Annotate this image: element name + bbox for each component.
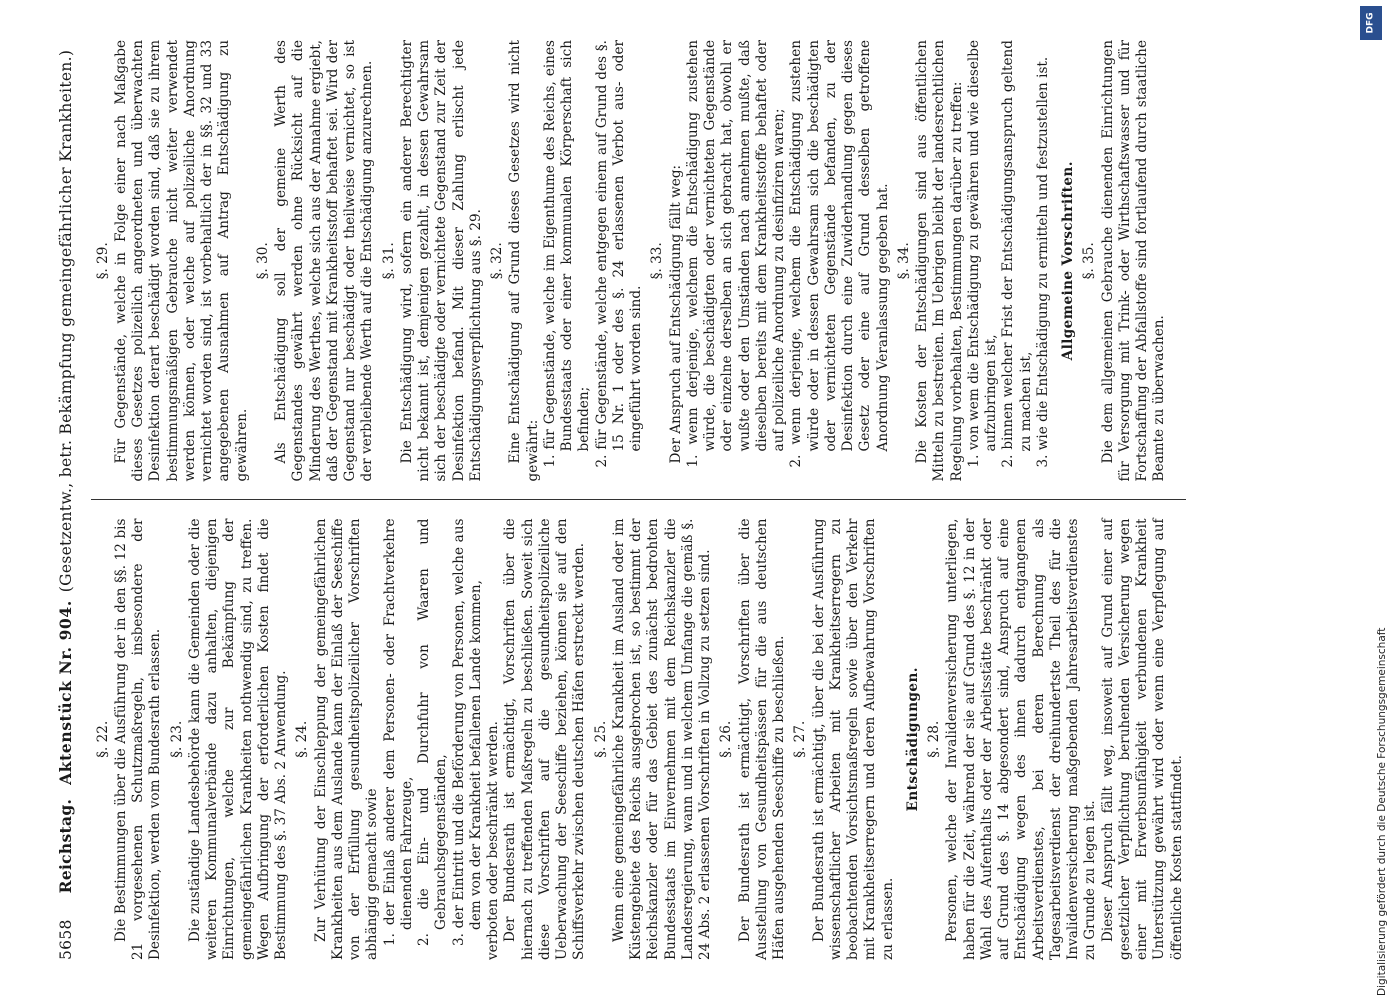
- body-paragraph: Der Bundesrath ist ermächtigt, Vorschriften über die Ausstellung von Gesundheitspässen für die aus deutschen Häfen ausgehenden Seeschiffe zu beschließen.: [736, 518, 788, 960]
- body-paragraph: Die dem allgemeinen Gebrauche dienenden Einrichtungen für Versorgung mit Trink- oder Wirthschaftswasser und für Fortschaffung der Abfallstoffe sind fortlaufend durch staatliche Beamte zu überwachen.: [1099, 40, 1168, 482]
- body-paragraph: verboten oder beschränkt werden.: [485, 721, 502, 960]
- paragraph-number: §. 27.: [792, 720, 809, 758]
- numbered-list: [542, 40, 646, 482]
- list-item: 1. wenn derjenige, welchem die Entschädigung zustehen würde, die beschädigten oder vernichteten Gegenstände oder einzelne derselben an sich gebracht hat, obwohl er wußte oder den Umständen nach annehmen mußte, daß dieselben bereits mit dem Krankheitsstoffe behaftet oder auf polizeiliche Anordnung zu desinfiziren waren;: [684, 40, 788, 468]
- numbered-list: [685, 40, 892, 482]
- body-paragraph: Der Bundesrath ist ermächtigt, Vorschriften über die hiernach zu treffenden Maßregeln zu beschließen. Soweit sich diese Vorschriften auf die gesundheitspolizeiliche Ueberwachung der Seeschiffe beziehen, können sie auf den Schiffsverkehr zwischen deutschen Häfen erstreckt werden.: [502, 518, 588, 960]
- numbered-list: [966, 40, 1052, 482]
- paragraph-number: §. 31.: [380, 242, 397, 280]
- body-paragraph: Personen, welche der Invalidenversicherung unterliegen, haben für die Zeit, während der sie auf Grund des §. 12 in der Wahl des Aufenthalts oder der Arbeitsstätte beschränkt oder auf Grund des §. 14 abgesondert sind, Anspruch auf eine Entschädigung wegen des ihnen dadurch entgangenen Arbeitsverdienstes, bei deren Berechnung als Tagesarbeitsverdienst der dreihundertste Theil des für die Invalidenversicherung maßgebenden Jahresarbeitsverdienstes zu Grunde zu legen ist.: [944, 518, 1099, 960]
- body-paragraph: Der Anspruch auf Entschädigung fällt weg:: [667, 164, 684, 464]
- list-item: 2. binnen welcher Frist der Entschädigungsanspruch geltend zu machen ist,: [1000, 40, 1034, 468]
- list-item: 2. die Ein- und Durchfuhr von Waaren und Gebrauchsgegenständen,: [416, 518, 450, 946]
- scanned-page: [48, 0, 1348, 1000]
- body-paragraph: Zur Verhütung der Einschleppung der gemeingefährlichen Krankheiten aus dem Auslande kann der Einlaß der Seeschiffe von der Erfüllung gesundheitspolizeilicher Vorschriften abhängig gemacht sowie: [312, 518, 381, 960]
- text-columns: [91, 40, 1186, 960]
- page-number: 5658: [57, 919, 75, 960]
- list-item: 1. von wem die Entschädigung zu gewähren und wie dieselbe aufzubringen ist,: [965, 40, 1000, 468]
- paragraph-number: §. 26.: [718, 720, 735, 758]
- paragraph-number: §. 24.: [294, 720, 311, 758]
- header-reichstag: Reichstag.: [56, 798, 75, 894]
- right-column: [91, 40, 1186, 501]
- left-column: [91, 501, 1186, 961]
- body-paragraph: Die Entschädigung wird, sofern ein anderer Berechtigter nicht bekannt ist, demjenigen gezahlt, in dessen Gewahrsam sich der beschädigte oder vernichtete Gegenstand zur Zeit der Desinfektion befand. Mit dieser Zahlung erlischt jede Entschädigungsverpflichtung aus §. 29.: [398, 40, 484, 482]
- body-paragraph: Als Entschädigung soll der gemeine Werth des Gegenstandes gewährt werden ohne Rücksicht auf die Minderung des Werthes, welche sich aus der Annahme ergiebt, daß der Gegenstand mit Krankheitsstoff behaftet sei. Wird der Gegenstand nur beschädigt oder theilweise vernichtet, so ist der verbleibende Werth auf die Entschädigung anzurechnen.: [273, 40, 376, 482]
- paragraph-number: §. 33.: [649, 242, 666, 280]
- list-item: 2. wenn derjenige, welchem die Entschädigung zustehen würde oder in dessen Gewahrsam sich die beschädigten oder vernichteten Gegenstände befanden, zu der Desinfektion durch eine Zuwiderhandlung gegen dieses Gesetz oder eine auf Grund desselben getroffene Anordnung Veranlassung gegeben hat.: [788, 40, 891, 468]
- list-item: 3. der Eintritt und die Beförderung von Personen, welche aus dem von der Krankheit befallenen Lande kommen,: [450, 518, 484, 946]
- header-title: (Gesetzentw., betr. Bekämpfung gemeingefährlicher Krankheiten.): [57, 49, 75, 593]
- paragraph-number: §. 22.: [94, 720, 111, 758]
- numbered-list: [382, 519, 486, 961]
- body-paragraph: Eine Entschädigung auf Grund dieses Gesetzes wird nicht gewährt:: [507, 40, 541, 482]
- body-paragraph: Für Gegenstände, welche in Folge einer nach Maßgabe dieses Gesetzes polizeilich angeordneten und überwachten Desinfektion derart beschädigt worden sind, daß sie zu ihrem bestimmungsmäßigen Gebrauche nicht weiter verwendet werden können, oder welche auf polizeiliche Anordnung vernichtet worden sind, ist vorbehaltlich der in §§. 32 und 33 angegebenen Ausnahmen auf Antrag Entschädigung zu gewähren.: [112, 40, 250, 482]
- body-paragraph: Der Bundesrath ist ermächtigt, über die bei der Ausführung wissenschaftlicher Arbeiten mit Krankheitserregern zu beobachtenden Vorsichtsmaßregeln sowie über den Verkehr mit Krankheitserregern und deren Aufbewahrung Vorschriften zu erlassen.: [810, 518, 896, 960]
- list-item: 2. für Gegenstände, welche entgegen einem auf Grund des §. 15 Nr. 1 oder des §. 24 erlassenen Verbot aus- oder eingeführt worden sind.: [593, 40, 645, 468]
- body-paragraph: Dieser Anspruch fällt weg, insoweit auf Grund einer auf gesetzlicher Verpflichtung beruhenden Versicherung wegen einer mit Erwerbsunfähigkeit verbundenen Krankheit Unterstützung gewährt wird oder wenn eine Verpflegung auf öffentliche Kosten stattfindet.: [1099, 518, 1185, 960]
- page-header: [56, 40, 77, 960]
- digitization-note: Digitalisierung gefördert durch die Deutsche Forschungsgemeinschaft: [1376, 627, 1388, 996]
- paragraph-number: §. 30.: [254, 242, 271, 280]
- section-title: Entschädigungen.: [904, 667, 921, 812]
- body-paragraph: Wenn eine gemeingefährliche Krankheit im Ausland oder im Küstengebiete des Reichs ausgebrochen ist, so bestimmt der Reichskanzler oder für das Gebiet des zunächst bedrohten Bundesstaats im Einvernehmen mit dem Reichskanzler die Landesregierung, wann und in welchem Umfange die gemäß §. 24 Abs. 2 erlassenen Vorschriften in Vollzug zu setzen sind.: [610, 518, 714, 960]
- paragraph-number: §. 35.: [1081, 242, 1098, 280]
- paragraph-number: §. 34.: [895, 242, 912, 280]
- paragraph-number: §. 32.: [489, 242, 506, 280]
- paragraph-number: §. 23.: [168, 720, 185, 758]
- paragraph-number: §. 25.: [592, 720, 609, 758]
- body-paragraph: Die zuständige Landesbehörde kann die Gemeinden oder die weiteren Kommunalverbände dazu anhalten, diejenigen Einrichtungen, welche zur Bekämpfung der gemeingefährlichen Krankheiten nothwendig sind, zu treffen. Wegen Aufbringung der erforderlichen Kosten findet die Bestimmung des §. 37 Abs. 2 Anwendung.: [186, 518, 290, 960]
- paragraph-number: §. 28.: [926, 720, 943, 758]
- dfg-logo-text: DFG: [1365, 12, 1376, 34]
- body-paragraph: Die Kosten der Entschädigungen sind aus öffentlichen Mitteln zu bestreiten. Im Uebrigen bleibt der landesrechtlichen Regelung vorbehalten, Bestimmungen darüber zu treffen:: [914, 40, 965, 482]
- list-item: 1. für Gegenstände, welche im Eigenthume des Reichs, eines Bundesstaats oder einer kommunalen Körperschaft sich befinden;: [541, 40, 593, 468]
- list-item: 3. wie die Entschädigung zu ermitteln und festzustellen ist.: [1034, 56, 1051, 468]
- section-title: Allgemeine Vorschriften.: [1060, 161, 1077, 361]
- list-item: 1. der Einlaß anderer dem Personen- oder Frachtverkehre dienenden Fahrzeuge,: [381, 518, 415, 946]
- body-paragraph: Die Bestimmungen über die Ausführung der in den §§. 12 bis 21 vorgesehenen Schutzmaßregeln, insbesondere der Desinfektion, werden vom Bundesrath erlassen.: [112, 518, 164, 960]
- header-aktenstueck: Aktenstück Nr. 904.: [56, 600, 75, 785]
- dfg-logo: [1360, 6, 1382, 40]
- paragraph-number: §. 29.: [94, 242, 111, 280]
